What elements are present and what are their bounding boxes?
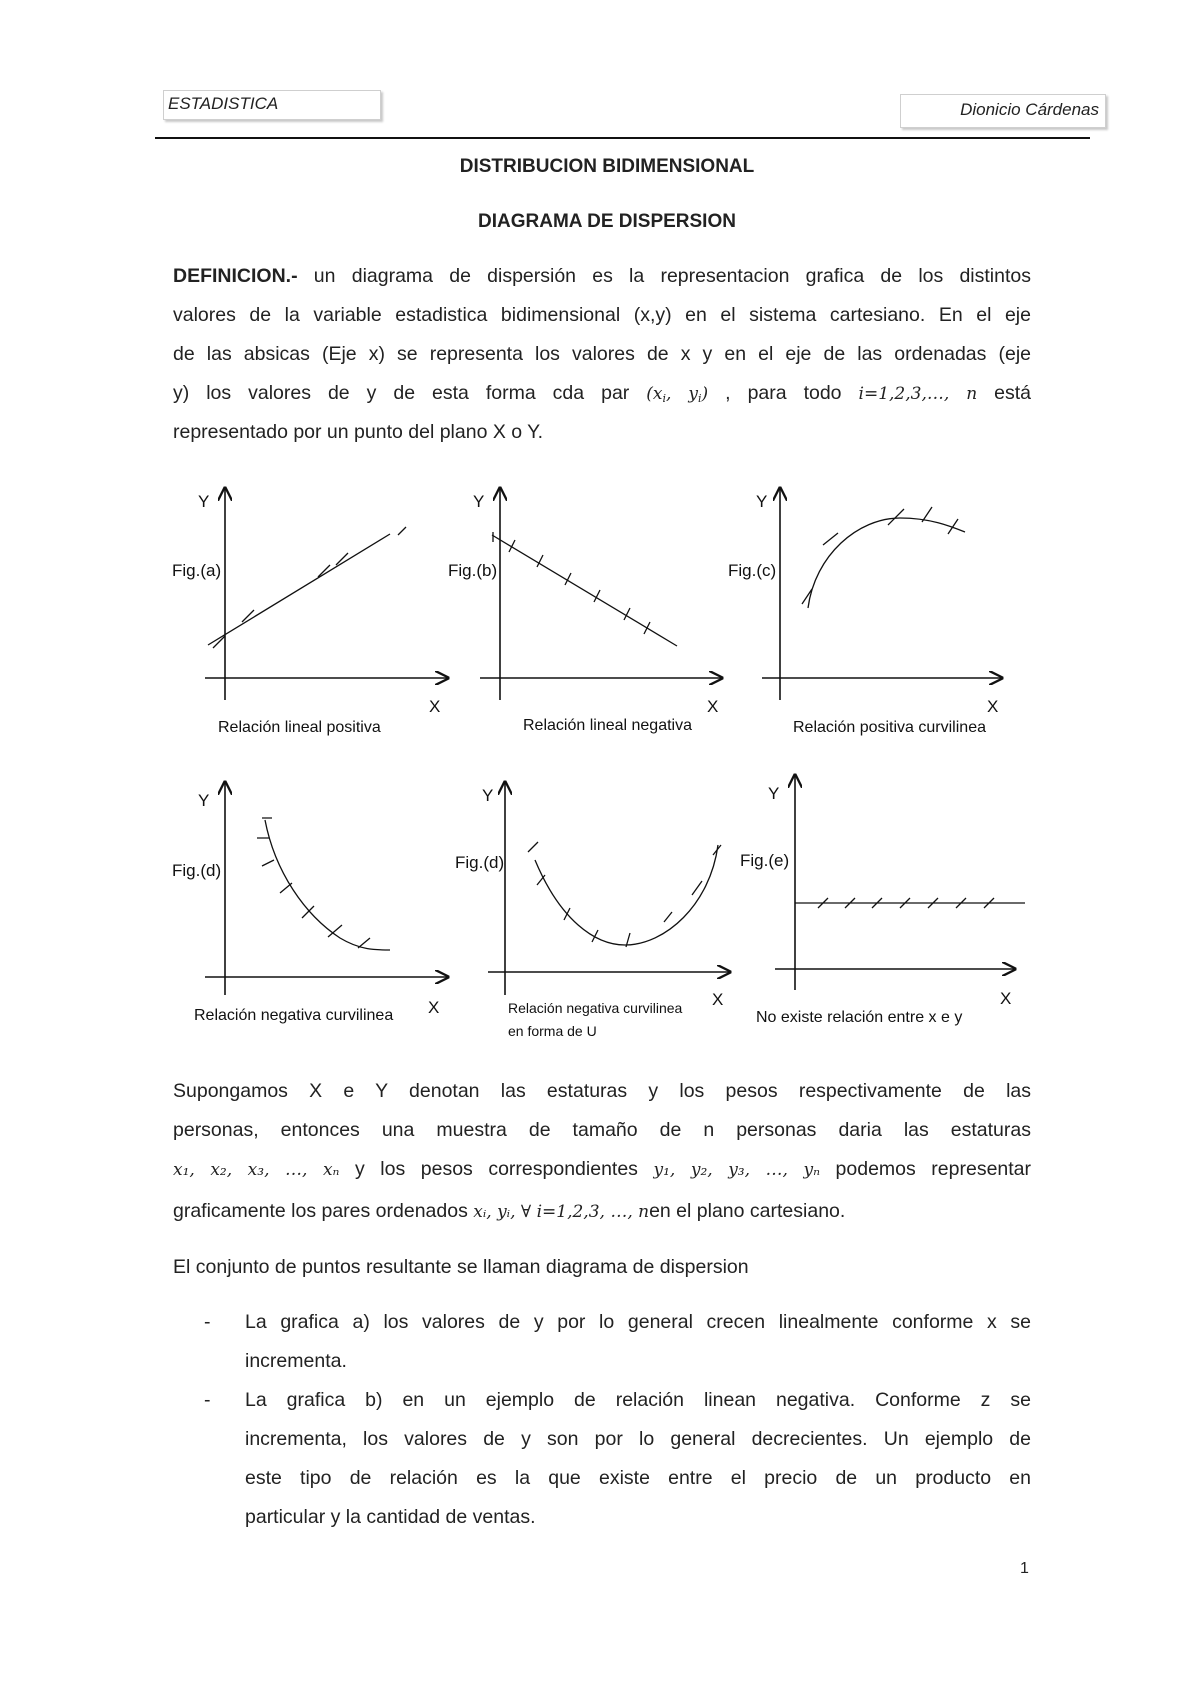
para2-line-1: Supongamos X e Y denotan las estaturas y los pesos respectivamente de las <box>173 1080 1031 1102</box>
fig-d-x-label: X <box>428 998 440 1017</box>
header-course: ESTADISTICA <box>168 94 279 113</box>
fig-b-x-label: X <box>707 697 719 716</box>
fig-u-curve <box>535 845 718 945</box>
fig-c-x-label: X <box>987 697 999 716</box>
definition-line-3: de las absicas (Eje x) se representa los valores de x y en el eje de las ordenadas (eje <box>173 343 1031 365</box>
definition-line-2: valores de la variable estadistica bidimensional (x,y) en el sistema cartesiano. En el eje <box>173 304 1031 326</box>
y-sequence: y₁, y₂, y₃, …, yₙ <box>653 1160 820 1180</box>
fig-c-label: Fig.(c) <box>728 561 777 580</box>
fig-a-x-label: X <box>429 697 441 716</box>
para2-line-3: x₁, x₂, x₃, …, xₙ y los pesos correspondientes y₁, y₂, y₃, …, yₙ podemos representar <box>173 1158 1032 1180</box>
fig-d-points <box>257 818 370 948</box>
fig-b-caption: Relación lineal negativa <box>523 717 692 734</box>
page-number: 1 <box>1020 1560 1029 1577</box>
bullet-2-line-4: particular y la cantidad de ventas. <box>245 1506 536 1528</box>
fig-d-curve <box>265 820 390 950</box>
fig-u-caption-2: en forma de U <box>508 1023 597 1039</box>
fig-u-points <box>528 842 721 947</box>
fig-a-y-label: Y <box>198 492 210 511</box>
fig-a-label: Fig.(a) <box>172 561 222 580</box>
fig-e-x-label: X <box>1000 989 1012 1008</box>
fig-c-curve <box>808 518 965 608</box>
x-sequence: x₁, x₂, x₃, …, xₙ <box>173 1160 340 1180</box>
fig-a-points <box>213 527 406 648</box>
definition-label: DEFINICION.- <box>173 265 298 287</box>
fig-u-x-label: X <box>712 990 724 1009</box>
bullet-2-dash: - <box>204 1389 211 1411</box>
fig-e-caption: No existe relación entre x e y <box>756 1009 963 1026</box>
page-title: DISTRIBUCION BIDIMENSIONAL <box>459 156 755 177</box>
fig-a-caption: Relación lineal positiva <box>218 719 381 736</box>
fig-d-caption: Relación negativa curvilinea <box>194 1007 394 1024</box>
fig-b-y-label: Y <box>473 492 485 511</box>
fig-e-label: Fig.(e) <box>740 851 790 870</box>
index-range: i=1,2,3,…, n <box>858 384 978 404</box>
fig-c-caption: Relación positiva curvilinea <box>793 719 986 736</box>
header-author: Dionicio Cárdenas <box>960 100 1099 119</box>
fig-d-label: Fig.(d) <box>172 861 222 880</box>
para2-line-4: graficamente los pares ordenados xᵢ, yᵢ, ∀ i=1,2,3, …, nen el plano cartesiano. <box>173 1200 846 1222</box>
definition-line-4: y) los valores de y de esta forma cda par ($x_i$, $y_i$) , para todo i=1,2,3,…, n está <box>173 382 1032 405</box>
page-subtitle: DIAGRAMA DE DISPERSION <box>478 211 736 232</box>
bullet-1-dash: - <box>204 1311 211 1333</box>
bullet-2-line-3: este tipo de relación es la que existe entre el precio de un producto en <box>245 1467 1031 1489</box>
fig-u-y-label: Y <box>482 786 494 805</box>
fig-c-y-label: Y <box>756 492 768 511</box>
fig-b-trend-line <box>492 535 677 646</box>
pairs-forall: xᵢ, yᵢ, ∀ i=1,2,3, …, n <box>473 1202 650 1222</box>
fig-e-y-label: Y <box>768 784 780 803</box>
definition-line-5: representado por un punto del plano X o Y. <box>173 421 544 443</box>
fig-u-label: Fig.(d) <box>455 853 505 872</box>
fig-b-label: Fig.(b) <box>448 561 498 580</box>
fig-u-caption-1: Relación negativa curvilinea <box>508 1000 683 1016</box>
fig-a-trend-line <box>208 534 390 645</box>
definition-line-1: DEFINICION.- un diagrama de dispersión es la representacion grafica de los distintos <box>173 265 1031 287</box>
bullet-1-line-2: incrementa. <box>245 1350 347 1372</box>
bullet-2-line-2: incrementa, los valores de y son por lo general decrecientes. Un ejemplo de <box>245 1428 1031 1450</box>
bullet-2-line-1: La grafica b) en un ejemplo de relación linean negativa. Conforme z se <box>245 1389 1031 1411</box>
para2-line-2: personas, entonces una muestra de tamaño de n personas daria las estaturas <box>173 1119 1031 1141</box>
pair-xi-yi: ($x_i$, $y_i$) <box>646 384 709 405</box>
conjunto-line: El conjunto de puntos resultante se llaman diagrama de dispersion <box>173 1256 749 1278</box>
fig-d-y-label: Y <box>198 791 210 810</box>
bullet-1-line-1: La grafica a) los valores de y por lo general crecen linealmente conforme x se <box>245 1311 1031 1333</box>
